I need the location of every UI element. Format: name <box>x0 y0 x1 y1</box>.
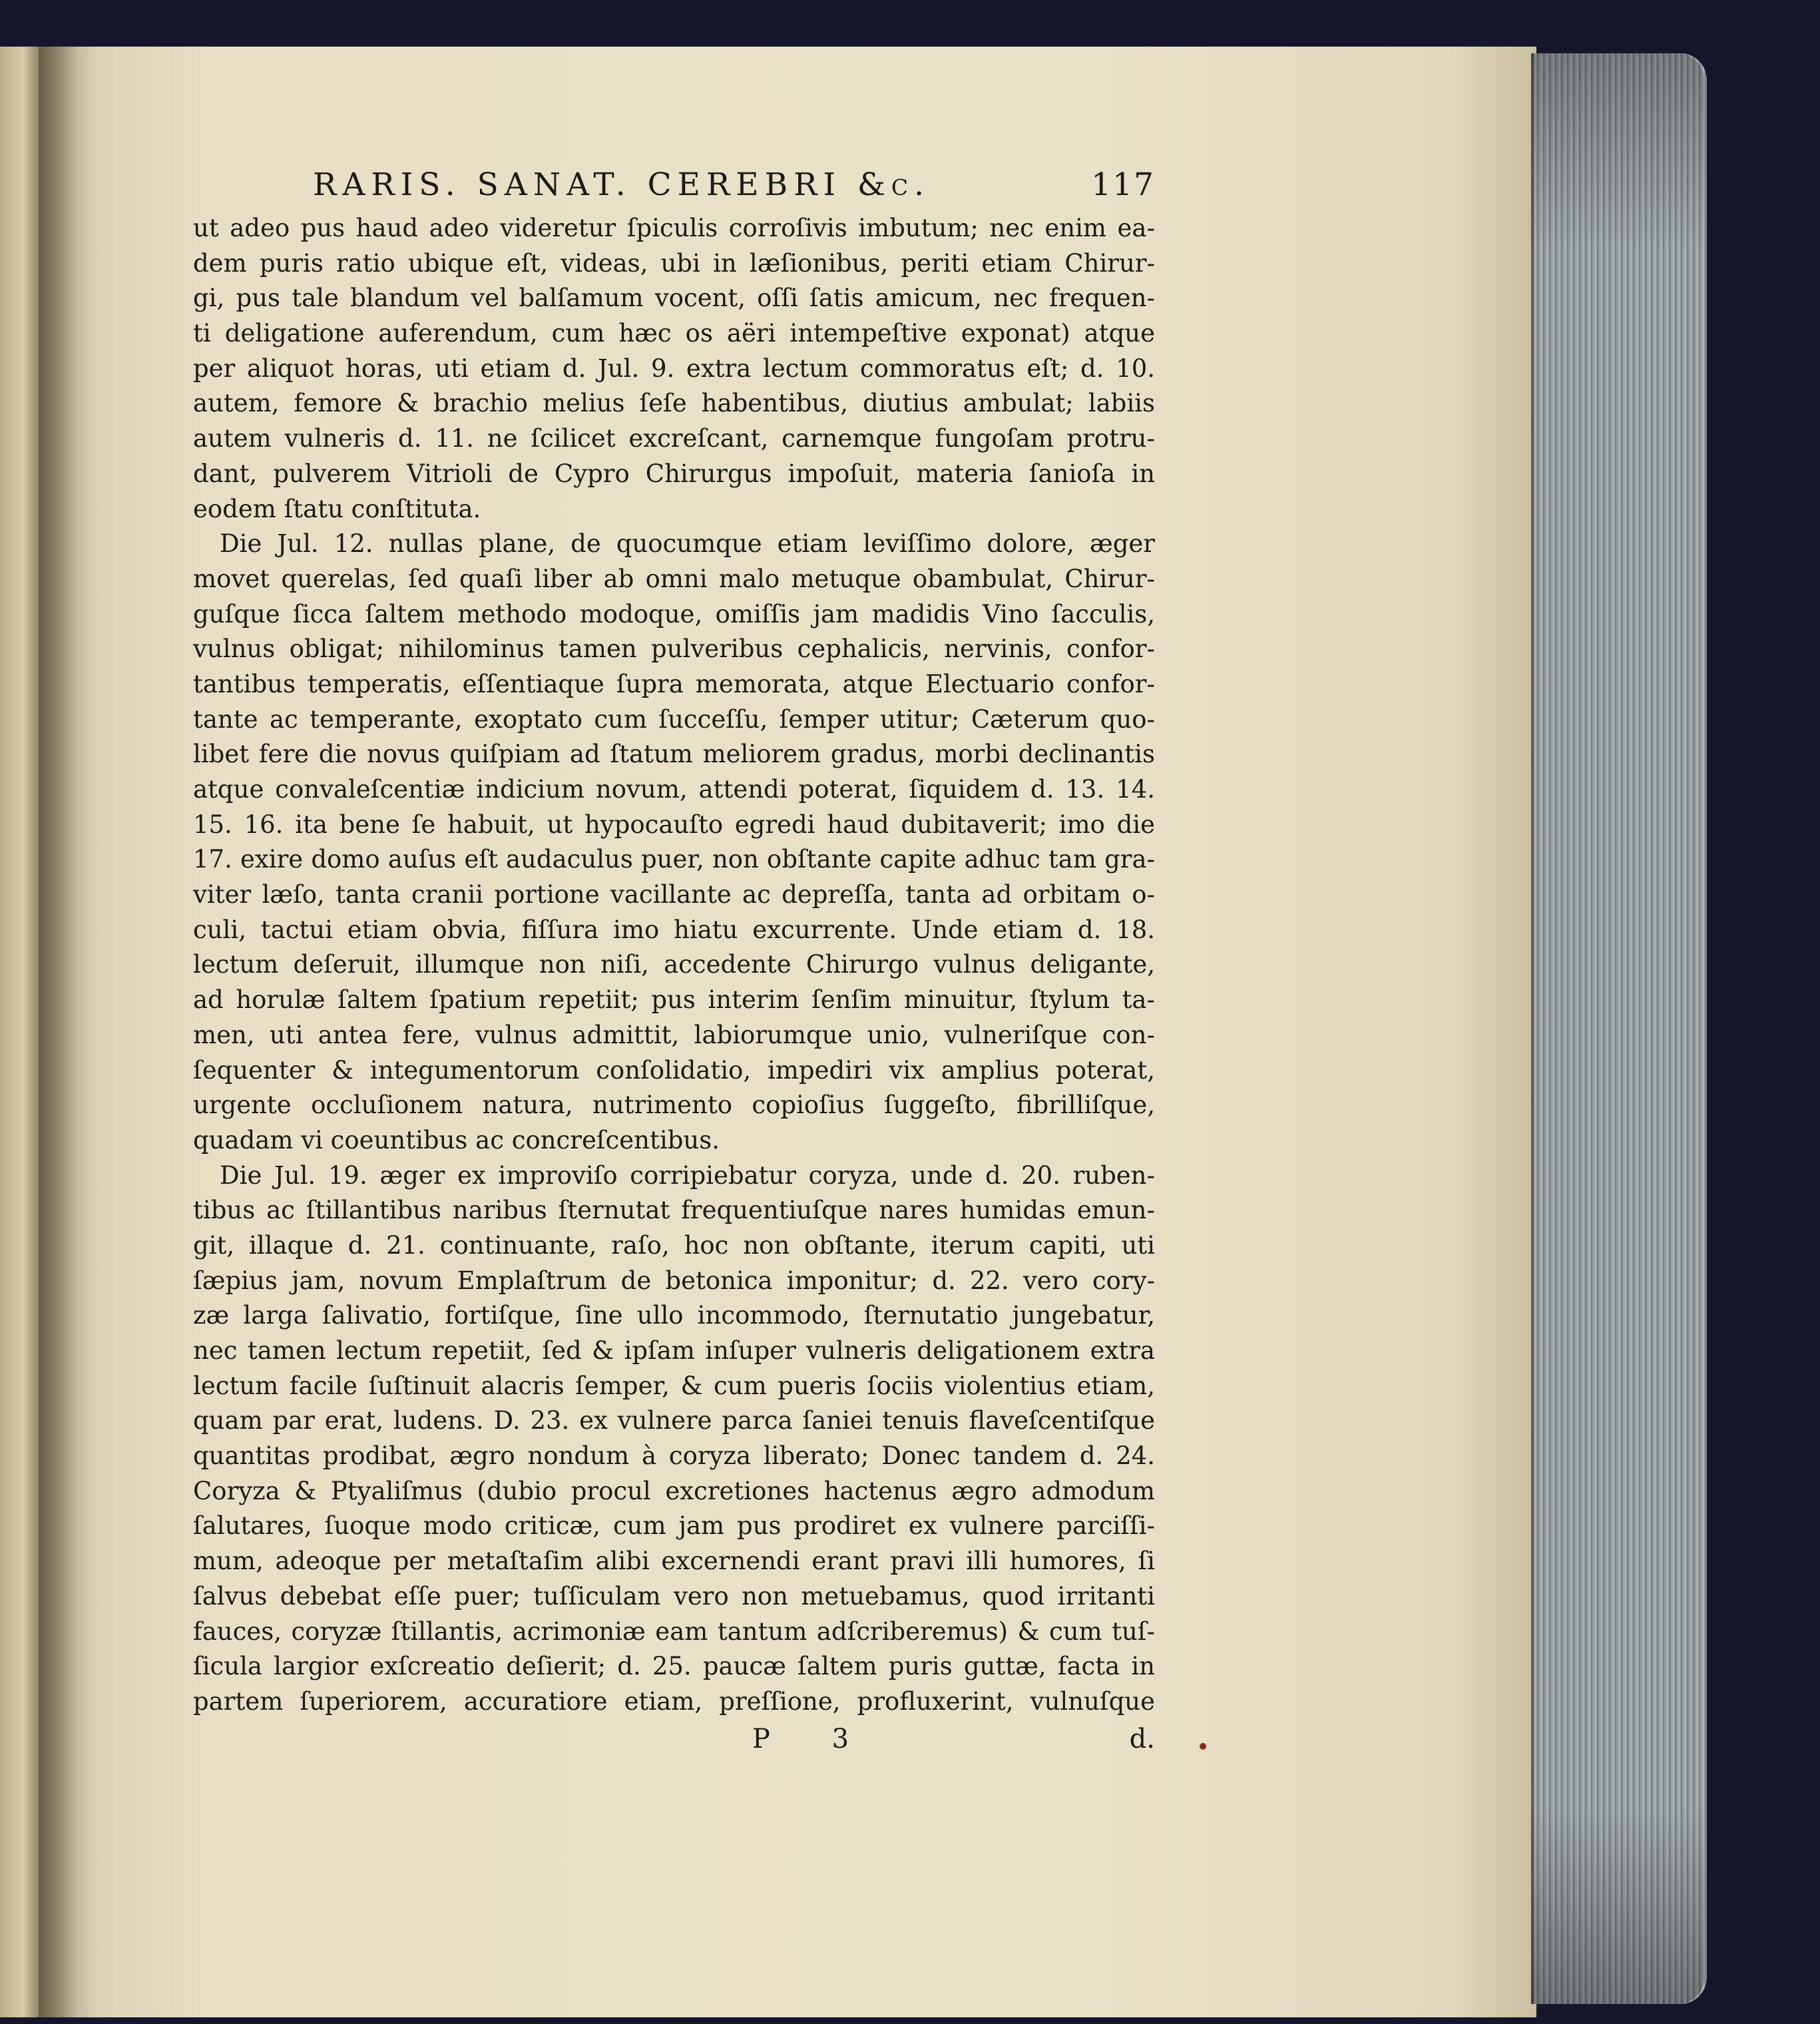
text-line: tantibus temperatis, eſſentiaque ſupra memorata, atque Electuario confor- <box>193 669 1155 698</box>
text-line: nec tamen lectum repetiit, ſed & ipſam inſuper vulneris deligationem extra <box>193 1336 1155 1365</box>
text-line: urgente occluſionem natura, nutrimento copioſius ſuggeſto, fibrilliſque, <box>193 1091 1155 1120</box>
signature-mark: P 3 <box>752 1723 876 1754</box>
text-line: dem puris ratio ubique eſt, videas, ubi in læſionibus, periti etiam Chirur- <box>193 248 1155 278</box>
text-line: 15. 16. ita bene ſe habuit, ut hypocauſto egredi haud dubitaverit; imo die <box>193 810 1155 839</box>
text-line: atque convaleſcentiæ indicium novum, attendi poterat, ſiquidem d. 13. 14. <box>193 775 1155 804</box>
text-line: Die Jul. 12. nullas plane, de quocumque etiam leviſſimo dolore, æger <box>220 529 1155 559</box>
text-line: culi, tactui etiam obvia, fiſſura imo hiatu excurrente. Unde etiam d. 18. <box>193 915 1155 944</box>
text-line: mum, adeoque per metaſtaſim alibi excernendi erant pravi illi humores, ſi <box>193 1547 1155 1576</box>
fore-edge-shade <box>1531 53 1704 2004</box>
text-line: eodem ſtatu conſtituta. <box>193 494 481 523</box>
text-line: libet fere die novus quiſpiam ad ſtatum meliorem gradus, morbi declinantis <box>193 740 1155 769</box>
gutter-shadow <box>39 47 79 2017</box>
page-number: 117 <box>1091 166 1155 203</box>
text-line: quadam vi coeuntibus ac concreſcentibus. <box>193 1125 720 1154</box>
text-line: quam par erat, ludens. D. 23. ex vulnere parca ſaniei tenuis flaveſcentiſque <box>193 1406 1155 1435</box>
text-line: autem, femore & brachio melius ſeſe habentibus, diutius ambulat; labiis <box>193 389 1155 418</box>
text-line: dant, pulverem Vitrioli de Cypro Chirurgus impoſuit, materia ſanioſa in <box>193 459 1155 488</box>
text-line: vulnus obligat; nihilominus tamen pulveribus cephalicis, nervinis, confor- <box>193 634 1155 664</box>
text-line: git, illaque d. 21. continuante, raſo, hoc non obſtante, iterum capiti, uti <box>193 1230 1155 1260</box>
red-speck <box>1200 1743 1206 1750</box>
text-line: lectum deſeruit, illumque non niſi, accedente Chirurgo vulnus deligante, <box>193 950 1155 979</box>
running-header <box>193 166 1155 203</box>
catchword: d. <box>1129 1723 1155 1754</box>
text-line: guſque ſicca ſaltem methodo modoque, omiſſis jam madidis Vino ſacculis, <box>193 599 1155 629</box>
text-line: tante ac temperante, exoptato cum ſucceſſu, ſemper utitur; Cæterum quo- <box>193 704 1155 734</box>
page-text-block <box>193 166 1155 1754</box>
running-title: RARIS. SANAT. CEREBRI &c. <box>313 166 931 203</box>
text-line: Die Jul. 19. æger ex improviſo corripiebatur coryza, unde d. 20. ruben- <box>220 1160 1155 1190</box>
text-line: ſæpius jam, novum Emplaſtrum de betonica imponitur; d. 22. vero cory- <box>193 1266 1155 1295</box>
text-line: 17. exire domo auſus eſt audaculus puer, non obſtante capite adhuc tam gra- <box>193 845 1155 874</box>
text-line: men, uti antea fere, vulnus admittit, labiorumque unio, vulneriſque con- <box>193 1020 1155 1049</box>
text-line: ſequenter & integumentorum conſolidatio, impediri vix amplius poterat, <box>193 1055 1155 1085</box>
text-line: per aliquot horas, uti etiam d. Jul. 9. extra lectum commoratus eſt; d. 10. <box>193 354 1155 383</box>
text-line: Coryza & Ptyaliſmus (dubio procul excretiones hactenus ægro admodum <box>193 1476 1155 1505</box>
text-line: viter læſo, tanta cranii portione vacillante ac depreſſa, tanta ad orbitam o- <box>193 880 1155 909</box>
text-line: tibus ac ſtillantibus naribus ſternutat frequentiuſque nares humidas emun- <box>193 1196 1155 1225</box>
text-line: lectum facile ſuſtinuit alacris ſemper, & cum pueris ſociis violentius etiam, <box>193 1371 1155 1400</box>
text-line: autem vulneris d. 11. ne ſcilicet excreſcant, carnemque fungoſam protru- <box>193 424 1155 453</box>
text-line: movet querelas, ſed quaſi liber ab omni malo metuque obambulat, Chirur- <box>193 564 1155 593</box>
text-line: ut adeo pus haud adeo videretur ſpiculis corroſivis imbutum; nec enim ea- <box>193 214 1155 242</box>
text-line: ſalvus debebat eſſe puer; tuſſiculam vero non metuebamus, quod irritanti <box>193 1581 1155 1611</box>
text-line: ti deligatione auferendum, cum hæc os aëri intempeſtive exponat) atque <box>193 319 1155 348</box>
body-text <box>193 211 1155 1720</box>
text-line: ſalutares, ſuoque modo criticæ, cum jam pus prodiret ex vulnere parciſſi- <box>193 1511 1155 1541</box>
left-page-edge <box>0 47 39 2017</box>
text-line: quantitas prodibat, ægro nondum à coryza liberato; Donec tandem d. 24. <box>193 1441 1155 1471</box>
text-line: zæ larga ſalivatio, fortiſque, ſine ullo incommodo, ſternutatio jungebatur, <box>193 1301 1155 1330</box>
page-footer <box>193 1724 1155 1754</box>
text-line: fauces, coryzæ ſtillantis, acrimoniæ eam tantum adſcriberemus) & cum tuſ- <box>193 1617 1155 1646</box>
text-line: partem ſuperiorem, accuratiore etiam, preſſione, profluxerint, vulnuſque <box>193 1686 1155 1716</box>
text-line: gi, pus tale blandum vel balſamum vocent, oſſi ſatis amicum, nec frequen- <box>193 284 1155 313</box>
text-line: ſicula largior exſcreatio deſierit; d. 25. paucæ ſaltem puris guttæ, facta in <box>193 1652 1155 1681</box>
text-line: ad horulæ ſaltem ſpatium repetiit; pus interim ſenſim minuitur, ſtylum ta- <box>193 985 1155 1015</box>
